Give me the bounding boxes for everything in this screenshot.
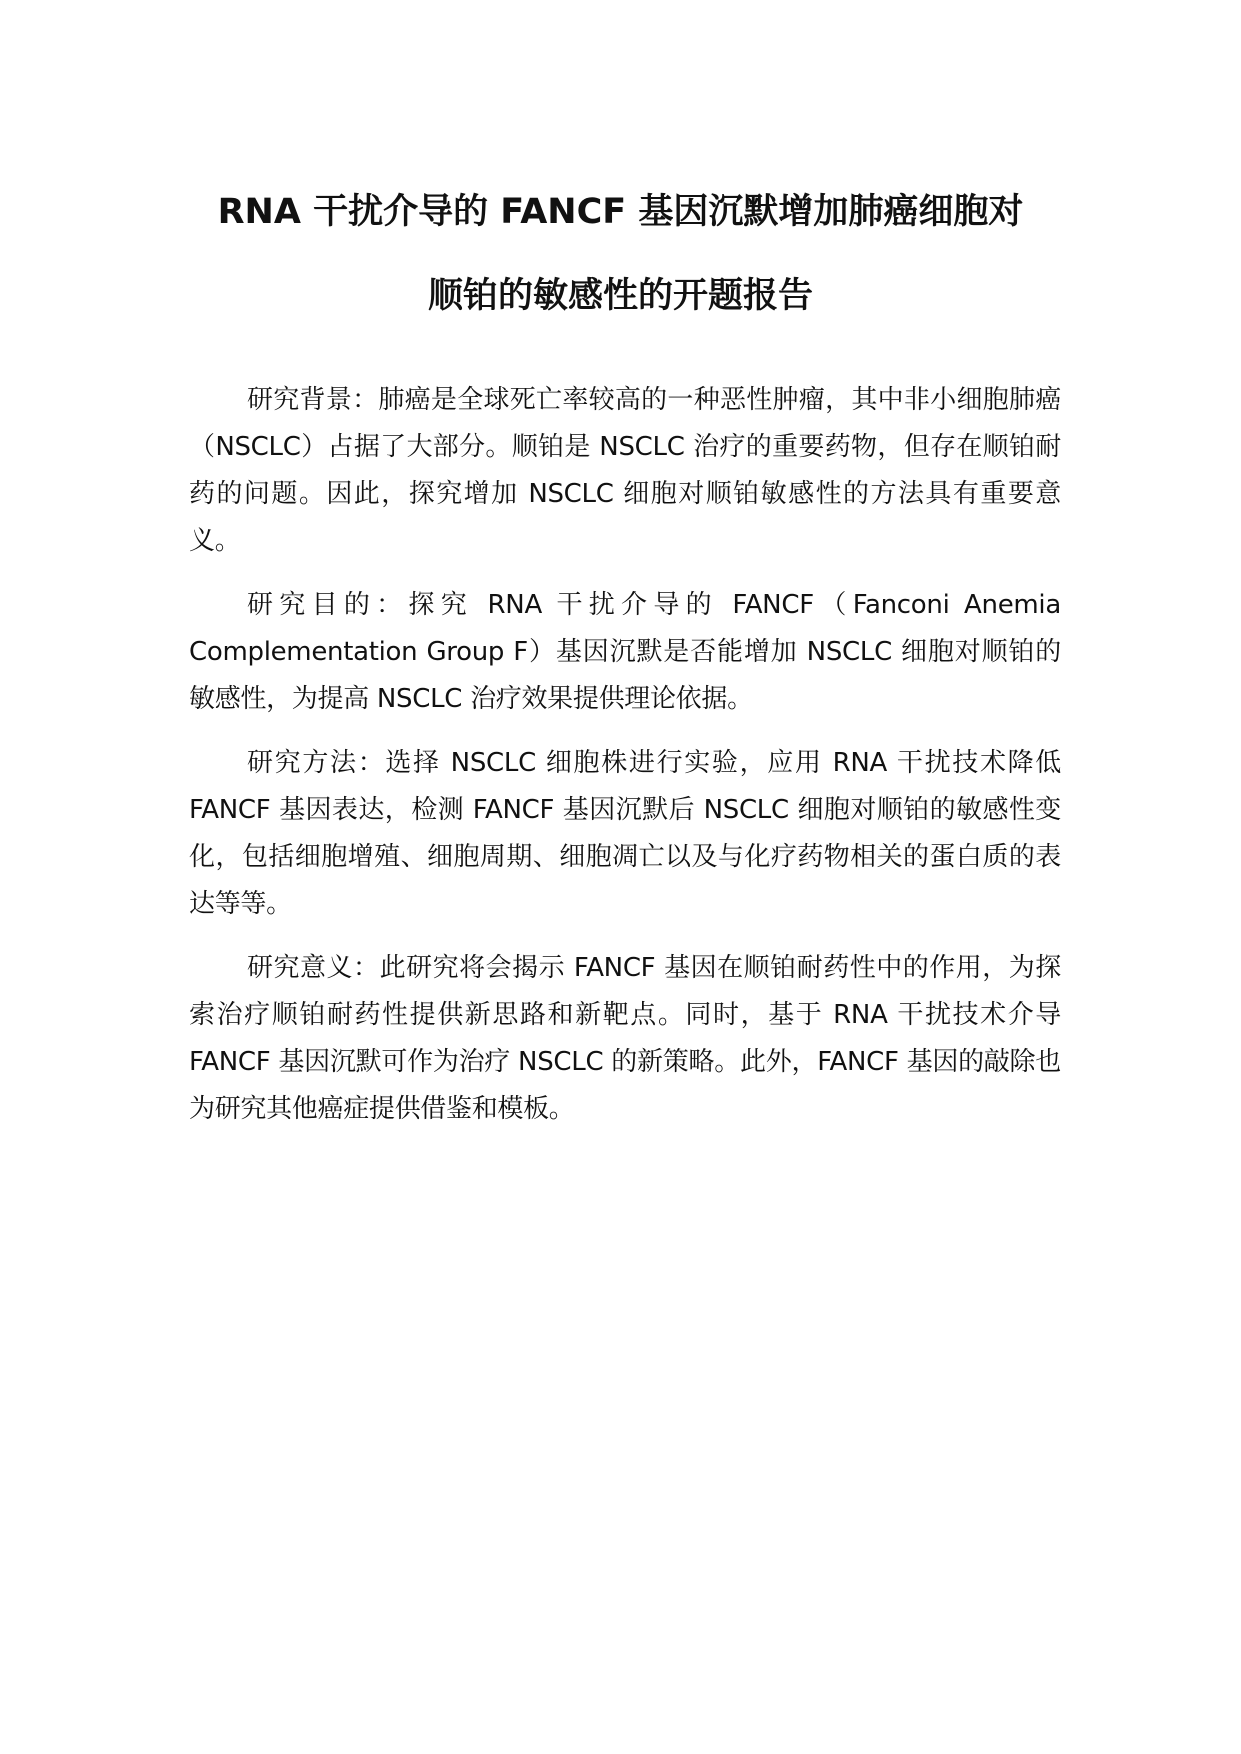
paragraph-methods: 研究方法：选择 NSCLC 细胞株进行实验，应用 RNA 干扰技术降低 FANCF 基因表达，检测 FANCF 基因沉默后 NSCLC 细胞对顺铂的敏感性变化，包括细胞增殖、细胞周期、细胞凋亡以及与化疗药物相关的蛋白质的表达等等。 [189,748,1061,919]
document-title [160,170,1081,338]
title-line-2: 顺铂的敏感性的开题报告 [427,276,813,316]
paragraph-objective: 研究目的：探究 RNA 干扰介导的 FANCF（Fanconi Anemia Complementation Group F）基因沉默是否能增加 NSCLC 细胞对顺铂的敏感性，为提高 NSCLC 治疗效果提供理论依据。 [189,590,1061,714]
title-line-1: RNA 干扰介导的 FANCF 基因沉默增加肺癌细胞对 [217,192,1024,232]
document-body [189,377,1061,1150]
paragraph-significance: 研究意义：此研究将会揭示 FANCF 基因在顺铂耐药性中的作用，为探索治疗顺铂耐药性提供新思路和新靶点。同时，基于 RNA 干扰技术介导 FANCF 基因沉默可作为治疗 NSCLC 的新策略。此外，FANCF 基因的敲除也为研究其他癌症提供借鉴和模板。 [189,953,1061,1124]
paragraph-background: 研究背景：肺癌是全球死亡率较高的一种恶性肿瘤，其中非小细胞肺癌（NSCLC）占据了大部分。顺铂是 NSCLC 治疗的重要药物，但存在顺铂耐药的问题。因此，探究增加 NSCLC 细胞对顺铂敏感性的方法具有重要意义。 [189,385,1061,556]
